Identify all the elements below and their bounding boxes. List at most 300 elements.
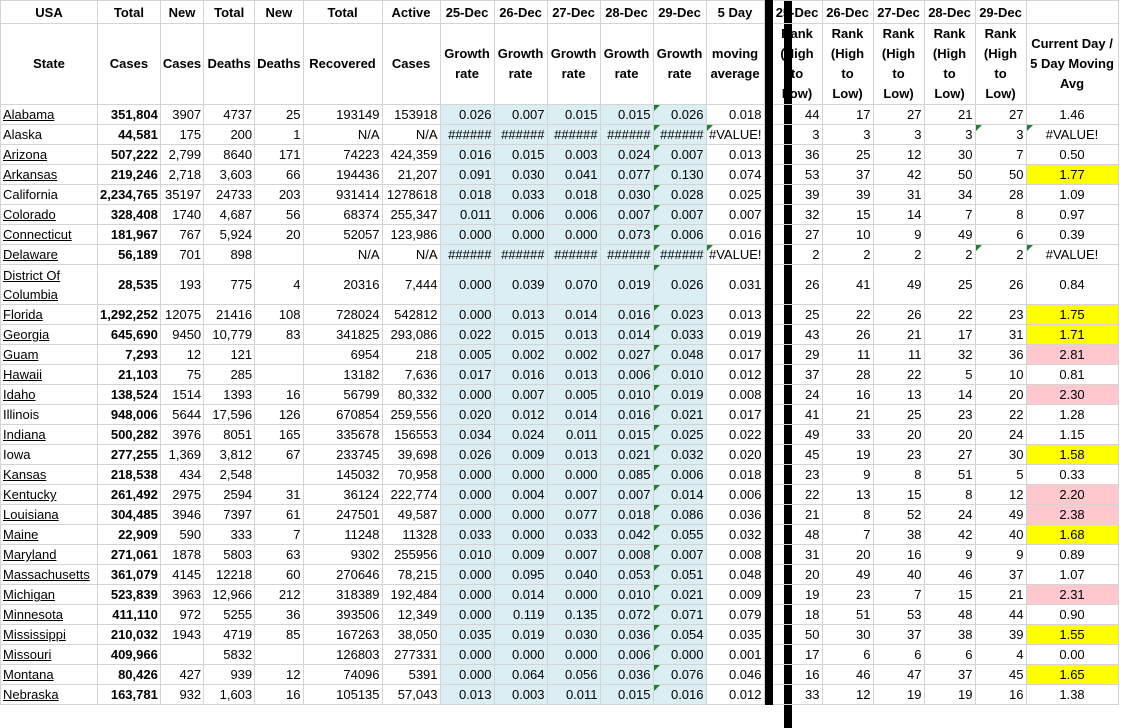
table-cell[interactable]: 219,246 — [98, 165, 161, 185]
rank-cell[interactable]: 51 — [822, 605, 873, 625]
growth-rate-cell[interactable]: 0.033 — [440, 525, 494, 545]
rank-cell[interactable]: 40 — [975, 525, 1026, 545]
ratio-cell[interactable]: 2.81 — [1026, 345, 1118, 365]
table-cell[interactable]: N/A — [303, 245, 382, 265]
growth-rate-cell[interactable]: ###### — [440, 245, 494, 265]
growth-rate-cell[interactable]: ###### — [653, 245, 706, 265]
rank-cell[interactable]: 31 — [975, 325, 1026, 345]
rank-cell[interactable]: 19 — [772, 585, 822, 605]
rank-cell[interactable]: 6 — [975, 225, 1026, 245]
growth-rate-cell[interactable]: 0.000 — [547, 645, 600, 665]
state-link[interactable]: Nebraska — [1, 685, 98, 705]
table-cell[interactable]: 49,587 — [382, 505, 440, 525]
table-cell[interactable]: 701 — [160, 245, 203, 265]
table-cell[interactable]: 932 — [160, 685, 203, 705]
table-cell[interactable]: 24733 — [204, 185, 255, 205]
table-cell[interactable]: 8051 — [204, 425, 255, 445]
column-header[interactable]: Growth rate — [440, 24, 494, 105]
growth-rate-cell[interactable]: 0.026 — [653, 265, 706, 305]
rank-cell[interactable]: 3 — [873, 125, 924, 145]
rank-cell[interactable]: 30 — [975, 445, 1026, 465]
growth-rate-cell[interactable]: 0.030 — [494, 165, 547, 185]
moving-average-cell[interactable]: 0.008 — [706, 545, 764, 565]
growth-rate-cell[interactable]: 0.076 — [653, 665, 706, 685]
growth-rate-cell[interactable]: 0.006 — [600, 365, 653, 385]
growth-rate-cell[interactable]: 0.000 — [440, 505, 494, 525]
growth-rate-cell[interactable]: ###### — [600, 125, 653, 145]
state-link[interactable]: Illinois — [1, 405, 98, 425]
growth-rate-cell[interactable]: 0.019 — [494, 625, 547, 645]
column-header[interactable]: moving average — [706, 24, 764, 105]
growth-rate-cell[interactable]: 0.071 — [653, 605, 706, 625]
rank-cell[interactable]: 7 — [924, 205, 975, 225]
growth-rate-cell[interactable]: 0.003 — [494, 685, 547, 705]
growth-rate-cell[interactable]: 0.000 — [494, 525, 547, 545]
growth-rate-cell[interactable]: 0.035 — [440, 625, 494, 645]
growth-rate-cell[interactable]: 0.014 — [494, 585, 547, 605]
rank-cell[interactable]: 28 — [975, 185, 1026, 205]
rank-cell[interactable]: 20 — [772, 565, 822, 585]
growth-rate-cell[interactable]: 0.013 — [494, 305, 547, 325]
growth-rate-cell[interactable]: 0.000 — [440, 565, 494, 585]
rank-cell[interactable]: 27 — [873, 105, 924, 125]
rank-cell[interactable]: 34 — [924, 185, 975, 205]
rank-cell[interactable]: 22 — [822, 305, 873, 325]
rank-cell[interactable]: 38 — [873, 525, 924, 545]
column-header[interactable]: Rank (High to Low) — [924, 24, 975, 105]
growth-rate-cell[interactable]: 0.016 — [440, 145, 494, 165]
table-cell[interactable]: 328,408 — [98, 205, 161, 225]
table-cell[interactable] — [255, 345, 303, 365]
rank-cell[interactable]: 11 — [873, 345, 924, 365]
moving-average-cell[interactable]: 0.022 — [706, 425, 764, 445]
growth-rate-cell[interactable]: 0.007 — [547, 485, 600, 505]
state-link[interactable]: Michigan — [1, 585, 98, 605]
ratio-cell[interactable]: 1.55 — [1026, 625, 1118, 645]
rank-cell[interactable]: 36 — [975, 345, 1026, 365]
moving-average-cell[interactable]: 0.017 — [706, 345, 764, 365]
rank-cell[interactable]: 27 — [924, 445, 975, 465]
table-cell[interactable]: 1,369 — [160, 445, 203, 465]
growth-rate-cell[interactable]: 0.022 — [440, 325, 494, 345]
table-cell[interactable]: N/A — [303, 125, 382, 145]
table-cell[interactable]: 212 — [255, 585, 303, 605]
column-header[interactable]: Growth rate — [653, 24, 706, 105]
table-cell[interactable]: 36124 — [303, 485, 382, 505]
rank-cell[interactable]: 48 — [924, 605, 975, 625]
moving-average-cell[interactable]: 0.018 — [706, 465, 764, 485]
table-cell[interactable]: 175 — [160, 125, 203, 145]
growth-rate-cell[interactable]: 0.010 — [600, 385, 653, 405]
growth-rate-cell[interactable]: 0.007 — [547, 545, 600, 565]
table-cell[interactable]: 66 — [255, 165, 303, 185]
moving-average-cell[interactable]: 0.008 — [706, 385, 764, 405]
rank-cell[interactable]: 44 — [772, 105, 822, 125]
table-cell[interactable]: 126803 — [303, 645, 382, 665]
ratio-cell[interactable]: 0.39 — [1026, 225, 1118, 245]
table-cell[interactable]: 1943 — [160, 625, 203, 645]
table-cell[interactable]: 138,524 — [98, 385, 161, 405]
rank-cell[interactable]: 9 — [873, 225, 924, 245]
growth-rate-cell[interactable]: 0.002 — [494, 345, 547, 365]
growth-rate-cell[interactable]: 0.000 — [653, 645, 706, 665]
table-cell[interactable]: 3976 — [160, 425, 203, 445]
rank-cell[interactable]: 11 — [822, 345, 873, 365]
table-cell[interactable]: 12,349 — [382, 605, 440, 625]
growth-rate-cell[interactable]: 0.021 — [653, 585, 706, 605]
moving-average-cell[interactable]: 0.020 — [706, 445, 764, 465]
table-cell[interactable]: 13182 — [303, 365, 382, 385]
growth-rate-cell[interactable]: 0.095 — [494, 565, 547, 585]
rank-cell[interactable]: 47 — [873, 665, 924, 685]
ratio-cell[interactable]: 1.09 — [1026, 185, 1118, 205]
table-cell[interactable]: 21,207 — [382, 165, 440, 185]
table-cell[interactable]: 108 — [255, 305, 303, 325]
growth-rate-cell[interactable]: 0.006 — [653, 465, 706, 485]
growth-rate-cell[interactable]: 0.016 — [600, 405, 653, 425]
table-cell[interactable]: 171 — [255, 145, 303, 165]
growth-rate-cell[interactable]: 0.015 — [494, 145, 547, 165]
growth-rate-cell[interactable]: 0.018 — [547, 185, 600, 205]
rank-cell[interactable]: 16 — [873, 545, 924, 565]
growth-rate-cell[interactable]: 0.000 — [440, 265, 494, 305]
table-cell[interactable] — [160, 645, 203, 665]
rank-cell[interactable]: 29 — [772, 345, 822, 365]
rank-cell[interactable]: 42 — [924, 525, 975, 545]
ratio-cell[interactable]: 1.46 — [1026, 105, 1118, 125]
state-link[interactable]: Arkansas — [1, 165, 98, 185]
rank-cell[interactable]: 10 — [822, 225, 873, 245]
table-cell[interactable]: 74223 — [303, 145, 382, 165]
growth-rate-cell[interactable]: 0.007 — [653, 205, 706, 225]
rank-cell[interactable]: 21 — [772, 505, 822, 525]
rank-cell[interactable]: 33 — [822, 425, 873, 445]
column-header[interactable]: Growth rate — [494, 24, 547, 105]
growth-rate-cell[interactable]: 0.019 — [653, 385, 706, 405]
state-link[interactable]: Maine — [1, 525, 98, 545]
rank-cell[interactable]: 46 — [924, 565, 975, 585]
rank-cell[interactable]: 32 — [924, 345, 975, 365]
table-cell[interactable]: 255,347 — [382, 205, 440, 225]
rank-cell[interactable]: 22 — [924, 305, 975, 325]
growth-rate-cell[interactable]: 0.015 — [494, 325, 547, 345]
table-cell[interactable]: 304,485 — [98, 505, 161, 525]
ratio-cell[interactable]: #VALUE! — [1026, 245, 1118, 265]
rank-cell[interactable]: 24 — [975, 425, 1026, 445]
header-cell[interactable]: Total — [303, 1, 382, 24]
state-link[interactable]: Alabama — [1, 105, 98, 125]
growth-rate-cell[interactable]: 0.011 — [547, 425, 600, 445]
rank-cell[interactable]: 22 — [772, 485, 822, 505]
rank-cell[interactable]: 15 — [873, 485, 924, 505]
table-cell[interactable]: 12218 — [204, 565, 255, 585]
table-cell[interactable]: 9450 — [160, 325, 203, 345]
growth-rate-cell[interactable]: 0.020 — [440, 405, 494, 425]
table-cell[interactable]: 2,234,765 — [98, 185, 161, 205]
header-cell[interactable] — [1026, 1, 1118, 24]
state-link[interactable]: District Of Columbia — [1, 265, 98, 305]
rank-cell[interactable]: 19 — [873, 685, 924, 705]
growth-rate-cell[interactable]: 0.030 — [600, 185, 653, 205]
state-link[interactable]: Iowa — [1, 445, 98, 465]
growth-rate-cell[interactable]: 0.033 — [547, 525, 600, 545]
table-cell[interactable]: 3907 — [160, 105, 203, 125]
growth-rate-cell[interactable]: 0.006 — [653, 225, 706, 245]
growth-rate-cell[interactable]: 0.007 — [653, 145, 706, 165]
moving-average-cell[interactable]: 0.019 — [706, 325, 764, 345]
rank-cell[interactable]: 17 — [772, 645, 822, 665]
growth-rate-cell[interactable]: 0.007 — [494, 105, 547, 125]
growth-rate-cell[interactable]: 0.006 — [600, 645, 653, 665]
table-cell[interactable]: 11328 — [382, 525, 440, 545]
table-cell[interactable]: 261,492 — [98, 485, 161, 505]
rank-cell[interactable]: 50 — [924, 165, 975, 185]
table-cell[interactable]: 12 — [160, 345, 203, 365]
table-cell[interactable]: 7 — [255, 525, 303, 545]
growth-rate-cell[interactable]: 0.070 — [547, 265, 600, 305]
rank-cell[interactable]: 21 — [873, 325, 924, 345]
table-cell[interactable]: 500,282 — [98, 425, 161, 445]
growth-rate-cell[interactable]: ###### — [494, 245, 547, 265]
table-cell[interactable]: 7397 — [204, 505, 255, 525]
rank-cell[interactable]: 15 — [924, 585, 975, 605]
column-header[interactable]: Recovered — [303, 24, 382, 105]
growth-rate-cell[interactable]: 0.027 — [600, 345, 653, 365]
table-cell[interactable]: 193 — [160, 265, 203, 305]
table-cell[interactable]: 12075 — [160, 305, 203, 325]
table-cell[interactable]: 74096 — [303, 665, 382, 685]
table-cell[interactable] — [255, 465, 303, 485]
table-cell[interactable]: 153918 — [382, 105, 440, 125]
ratio-cell[interactable]: 0.33 — [1026, 465, 1118, 485]
state-link[interactable]: Florida — [1, 305, 98, 325]
table-cell[interactable]: 20 — [255, 225, 303, 245]
growth-rate-cell[interactable]: 0.014 — [653, 485, 706, 505]
table-cell[interactable]: 21416 — [204, 305, 255, 325]
table-cell[interactable]: 63 — [255, 545, 303, 565]
rank-cell[interactable]: 41 — [772, 405, 822, 425]
growth-rate-cell[interactable]: 0.077 — [600, 165, 653, 185]
header-cell[interactable]: 25-Dec — [440, 1, 494, 24]
table-cell[interactable]: 5,924 — [204, 225, 255, 245]
growth-rate-cell[interactable]: 0.000 — [440, 465, 494, 485]
growth-rate-cell[interactable]: 0.034 — [440, 425, 494, 445]
table-cell[interactable]: 10,779 — [204, 325, 255, 345]
table-cell[interactable]: 2,718 — [160, 165, 203, 185]
growth-rate-cell[interactable]: 0.036 — [600, 665, 653, 685]
rank-cell[interactable]: 2 — [924, 245, 975, 265]
growth-rate-cell[interactable]: 0.064 — [494, 665, 547, 685]
rank-cell[interactable]: 3 — [772, 125, 822, 145]
table-cell[interactable]: 67 — [255, 445, 303, 465]
table-cell[interactable]: 123,986 — [382, 225, 440, 245]
table-cell[interactable]: 78,215 — [382, 565, 440, 585]
table-cell[interactable]: 3946 — [160, 505, 203, 525]
growth-rate-cell[interactable]: 0.000 — [440, 225, 494, 245]
growth-rate-cell[interactable]: 0.009 — [494, 545, 547, 565]
table-cell[interactable]: 5644 — [160, 405, 203, 425]
ratio-cell[interactable]: 1.15 — [1026, 425, 1118, 445]
rank-cell[interactable]: 48 — [772, 525, 822, 545]
rank-cell[interactable]: 5 — [975, 465, 1026, 485]
growth-rate-cell[interactable]: 0.028 — [653, 185, 706, 205]
rank-cell[interactable]: 6 — [822, 645, 873, 665]
column-header[interactable]: Current Day / 5 Day Moving Avg — [1026, 24, 1118, 105]
rank-cell[interactable]: 8 — [873, 465, 924, 485]
column-header[interactable]: Cases — [160, 24, 203, 105]
growth-rate-cell[interactable]: 0.000 — [440, 585, 494, 605]
header-cell[interactable]: Total — [204, 1, 255, 24]
growth-rate-cell[interactable]: 0.015 — [600, 685, 653, 705]
ratio-cell[interactable]: 0.50 — [1026, 145, 1118, 165]
rank-cell[interactable]: 7 — [975, 145, 1026, 165]
rank-cell[interactable]: 45 — [975, 665, 1026, 685]
ratio-cell[interactable]: 2.20 — [1026, 485, 1118, 505]
table-cell[interactable]: 361,079 — [98, 565, 161, 585]
moving-average-cell[interactable]: #VALUE! — [706, 245, 764, 265]
column-header[interactable]: Rank (High to Low) — [822, 24, 873, 105]
table-cell[interactable]: 16 — [255, 385, 303, 405]
growth-rate-cell[interactable]: 0.002 — [547, 345, 600, 365]
rank-cell[interactable]: 23 — [772, 465, 822, 485]
table-cell[interactable]: 222,774 — [382, 485, 440, 505]
table-cell[interactable]: 68374 — [303, 205, 382, 225]
rank-cell[interactable]: 23 — [873, 445, 924, 465]
rank-cell[interactable]: 49 — [975, 505, 1026, 525]
column-header[interactable]: State — [1, 24, 98, 105]
growth-rate-cell[interactable]: 0.130 — [653, 165, 706, 185]
growth-rate-cell[interactable]: ###### — [653, 125, 706, 145]
rank-cell[interactable]: 50 — [772, 625, 822, 645]
rank-cell[interactable]: 41 — [822, 265, 873, 305]
column-header[interactable]: Rank (High to Low) — [772, 24, 822, 105]
ratio-cell[interactable]: 0.97 — [1026, 205, 1118, 225]
rank-cell[interactable]: 39 — [822, 185, 873, 205]
growth-rate-cell[interactable]: ###### — [547, 245, 600, 265]
rank-cell[interactable]: 12 — [975, 485, 1026, 505]
table-cell[interactable]: 156553 — [382, 425, 440, 445]
growth-rate-cell[interactable]: 0.013 — [440, 685, 494, 705]
state-link[interactable]: Georgia — [1, 325, 98, 345]
growth-rate-cell[interactable]: 0.086 — [653, 505, 706, 525]
table-cell[interactable] — [255, 245, 303, 265]
rank-cell[interactable]: 20 — [924, 425, 975, 445]
ratio-cell[interactable]: 2.30 — [1026, 385, 1118, 405]
table-cell[interactable]: 972 — [160, 605, 203, 625]
rank-cell[interactable]: 53 — [772, 165, 822, 185]
rank-cell[interactable]: 6 — [924, 645, 975, 665]
growth-rate-cell[interactable]: 0.026 — [440, 105, 494, 125]
growth-rate-cell[interactable]: 0.026 — [653, 105, 706, 125]
table-cell[interactable]: 1393 — [204, 385, 255, 405]
table-cell[interactable]: 7,444 — [382, 265, 440, 305]
table-cell[interactable]: 434 — [160, 465, 203, 485]
rank-cell[interactable]: 38 — [924, 625, 975, 645]
rank-cell[interactable]: 49 — [873, 265, 924, 305]
table-cell[interactable]: 28,535 — [98, 265, 161, 305]
rank-cell[interactable]: 52 — [873, 505, 924, 525]
growth-rate-cell[interactable]: 0.000 — [547, 225, 600, 245]
state-link[interactable]: Kansas — [1, 465, 98, 485]
ratio-cell[interactable]: 1.28 — [1026, 405, 1118, 425]
growth-rate-cell[interactable]: 0.016 — [600, 305, 653, 325]
rank-cell[interactable]: 26 — [975, 265, 1026, 305]
column-header[interactable]: Cases — [382, 24, 440, 105]
table-cell[interactable]: 80,332 — [382, 385, 440, 405]
table-cell[interactable]: 1740 — [160, 205, 203, 225]
table-cell[interactable]: 277331 — [382, 645, 440, 665]
state-link[interactable]: Alaska — [1, 125, 98, 145]
state-link[interactable]: Guam — [1, 345, 98, 365]
growth-rate-cell[interactable]: 0.006 — [494, 205, 547, 225]
rank-cell[interactable]: 7 — [822, 525, 873, 545]
growth-rate-cell[interactable]: 0.015 — [600, 105, 653, 125]
column-header[interactable]: Rank (High to Low) — [873, 24, 924, 105]
header-cell[interactable]: 26-Dec — [494, 1, 547, 24]
growth-rate-cell[interactable]: 0.051 — [653, 565, 706, 585]
table-cell[interactable]: 939 — [204, 665, 255, 685]
rank-cell[interactable]: 8 — [924, 485, 975, 505]
growth-rate-cell[interactable]: 0.085 — [600, 465, 653, 485]
table-cell[interactable]: 775 — [204, 265, 255, 305]
table-cell[interactable]: 56799 — [303, 385, 382, 405]
table-cell[interactable]: 5391 — [382, 665, 440, 685]
state-link[interactable]: Idaho — [1, 385, 98, 405]
header-cell[interactable]: 25-Dec — [772, 1, 822, 24]
growth-rate-cell[interactable]: 0.048 — [653, 345, 706, 365]
growth-rate-cell[interactable]: 0.119 — [494, 605, 547, 625]
table-cell[interactable]: 2,548 — [204, 465, 255, 485]
growth-rate-cell[interactable]: ###### — [494, 125, 547, 145]
table-cell[interactable]: 7,293 — [98, 345, 161, 365]
growth-rate-cell[interactable]: 0.033 — [494, 185, 547, 205]
growth-rate-cell[interactable]: 0.000 — [440, 305, 494, 325]
moving-average-cell[interactable]: 0.012 — [706, 685, 764, 705]
rank-cell[interactable]: 9 — [924, 545, 975, 565]
table-cell[interactable]: 335678 — [303, 425, 382, 445]
growth-rate-cell[interactable]: 0.000 — [440, 645, 494, 665]
table-cell[interactable]: 542812 — [382, 305, 440, 325]
growth-rate-cell[interactable]: 0.054 — [653, 625, 706, 645]
table-cell[interactable]: 44,581 — [98, 125, 161, 145]
rank-cell[interactable]: 45 — [772, 445, 822, 465]
header-cell[interactable]: 29-Dec — [653, 1, 706, 24]
rank-cell[interactable]: 37 — [822, 165, 873, 185]
growth-rate-cell[interactable]: 0.000 — [547, 465, 600, 485]
growth-rate-cell[interactable]: 0.073 — [600, 225, 653, 245]
growth-rate-cell[interactable]: 0.000 — [547, 585, 600, 605]
growth-rate-cell[interactable]: 0.072 — [600, 605, 653, 625]
rank-cell[interactable]: 26 — [772, 265, 822, 305]
growth-rate-cell[interactable]: 0.005 — [440, 345, 494, 365]
table-cell[interactable]: 192,484 — [382, 585, 440, 605]
table-cell[interactable]: 259,556 — [382, 405, 440, 425]
table-cell[interactable]: 56 — [255, 205, 303, 225]
rank-cell[interactable]: 51 — [924, 465, 975, 485]
growth-rate-cell[interactable]: 0.135 — [547, 605, 600, 625]
rank-cell[interactable]: 42 — [873, 165, 924, 185]
table-cell[interactable]: 931414 — [303, 185, 382, 205]
moving-average-cell[interactable]: 0.007 — [706, 205, 764, 225]
growth-rate-cell[interactable]: 0.016 — [494, 365, 547, 385]
table-cell[interactable]: 61 — [255, 505, 303, 525]
table-cell[interactable]: 70,958 — [382, 465, 440, 485]
header-cell[interactable]: 29-Dec — [975, 1, 1026, 24]
table-cell[interactable]: 145032 — [303, 465, 382, 485]
rank-cell[interactable]: 8 — [822, 505, 873, 525]
rank-cell[interactable]: 33 — [772, 685, 822, 705]
table-cell[interactable]: 200 — [204, 125, 255, 145]
